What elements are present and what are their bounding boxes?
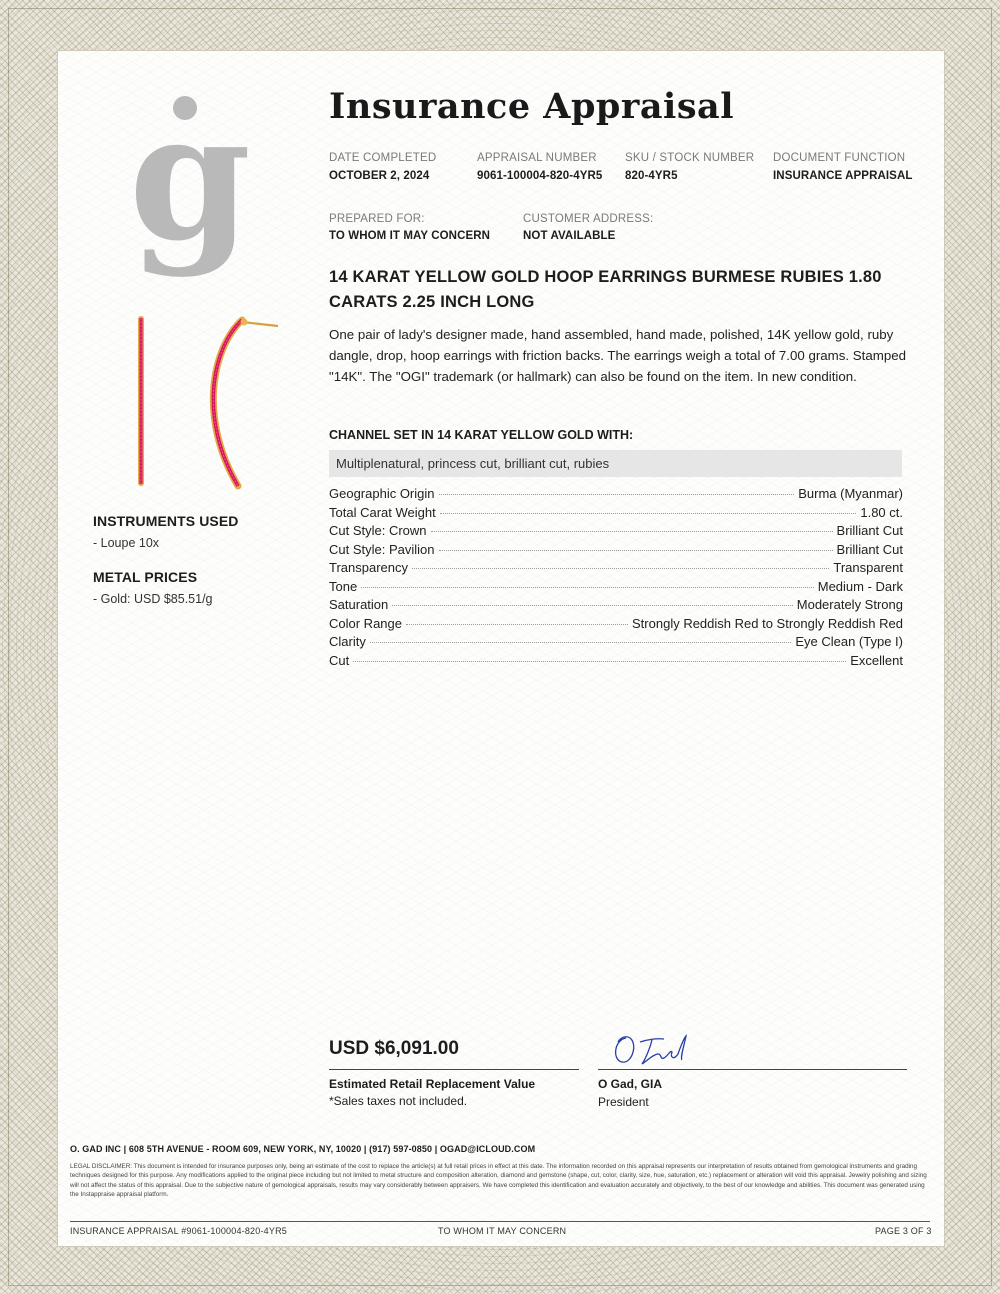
metal-prices-heading: METAL PRICES xyxy=(93,569,198,585)
spec-label: Cut Style: Crown xyxy=(329,523,427,538)
spec-label: Cut xyxy=(329,652,350,668)
signature-image xyxy=(608,1030,698,1070)
spec-label: Color Range xyxy=(329,615,402,631)
dot-leader xyxy=(439,494,795,495)
spec-label: Saturation xyxy=(329,597,389,612)
value-rule xyxy=(329,1069,579,1070)
value-caption: Estimated Retail Replacement Value xyxy=(329,1077,536,1091)
dot-leader xyxy=(431,531,833,532)
setting-heading: CHANNEL SET IN 14 KARAT YELLOW GOLD WITH: xyxy=(329,428,634,442)
earrings-photo xyxy=(120,308,290,488)
customer-address-label: CUSTOMER ADDRESS: xyxy=(523,213,654,225)
dot-leader xyxy=(370,642,792,643)
company-address: O. GAD INC | 608 5TH AVENUE - ROOM 609, NEW YORK, NY, 10020 | (917) 597-0850 | OGAD@ICLOUD.COM xyxy=(70,1144,536,1154)
spec-label: Total Carat Weight xyxy=(329,504,436,520)
prepared-for-value: TO WHOM IT MAY CONCERN xyxy=(329,230,491,242)
gemstone-specs-list xyxy=(329,486,903,671)
spec-row xyxy=(329,579,903,598)
signer-name: O Gad, GIA xyxy=(598,1077,663,1091)
footer-appraisal-ref: INSURANCE APPRAISAL #9061-100004-820-4YR5 xyxy=(70,1226,287,1236)
spec-value: Eye Clean (Type I) xyxy=(795,634,903,649)
legal-disclaimer: LEGAL DISCLAIMER: This document is intended for insurance purposes only, being an estimate of the cost to replace the article(s) at full retail prices in effect at this date. The information recorded on this appraisal represents our interpretation of results obtained from gemological instruments and grading techniques designed for this purpose. Any modifications applied to the original piece including but not limited to metal structure and composition alteration, diamond and gemstone (shape, cut, color, clarity, size, hue, saturation, etc.) replacement or alteration will void this appraisal. Jewelry polishing and sizing will not affect the status of this appraisal. Due to the subjective nature of gemological appraisals, results may vary considerably between appraisers. We have completed this identification and evaluation accurately and objectively, to the best of our knowledge and abilities. This document was generated using the Instappraise appraisal platform. xyxy=(70,1163,927,1199)
page-number: PAGE 3 OF 3 xyxy=(875,1226,932,1236)
spec-label: Cut Style: Pavilion xyxy=(329,541,435,557)
spec-value: Excellent xyxy=(850,652,903,668)
spec-row xyxy=(329,653,903,672)
brand-logo-icon xyxy=(128,75,252,280)
sku-label: SKU / STOCK NUMBER xyxy=(625,152,755,164)
spec-row xyxy=(329,616,903,635)
spec-value: Brilliant Cut xyxy=(836,541,903,557)
appraised-value: USD $6,091.00 xyxy=(329,1038,459,1059)
sku-value: 820-4YR5 xyxy=(625,170,678,182)
signer-title: President xyxy=(598,1095,649,1109)
spec-value: Strongly Reddish Red to Strongly Reddish Red xyxy=(632,615,903,631)
spec-value: Medium - Dark xyxy=(817,578,903,594)
metal-price-item: - Gold: USD $85.51/g xyxy=(93,592,213,606)
page-title: Insurance Appraisal xyxy=(329,86,734,127)
instruments-heading: INSTRUMENTS USED xyxy=(93,513,239,529)
stone-summary: Multiplenatural, princess cut, brilliant cut, rubies xyxy=(336,456,610,471)
dot-leader xyxy=(412,568,829,569)
spec-row xyxy=(329,560,903,579)
appraisal-number-label: APPRAISAL NUMBER xyxy=(477,152,597,164)
spec-label: Geographic Origin xyxy=(329,486,435,501)
spec-row xyxy=(329,505,903,524)
footer-rule xyxy=(70,1221,930,1222)
item-heading: 14 KARAT YELLOW GOLD HOOP EARRINGS BURMESE RUBIES 1.80 CARATS 2.25 INCH LONG xyxy=(329,268,882,311)
spec-label: Transparency xyxy=(329,560,408,575)
tax-note: *Sales taxes not included. xyxy=(329,1094,468,1108)
customer-address-value: NOT AVAILABLE xyxy=(523,230,616,242)
spec-value: Brilliant Cut xyxy=(836,523,903,538)
dot-leader xyxy=(406,624,628,625)
spec-value: 1.80 ct. xyxy=(860,504,903,520)
date-completed-label: DATE COMPLETED xyxy=(329,152,437,164)
spec-row xyxy=(329,634,903,653)
instrument-item: - Loupe 10x xyxy=(93,536,160,550)
document-function-value: INSURANCE APPRAISAL xyxy=(773,170,913,182)
prepared-for-label: PREPARED FOR: xyxy=(329,213,425,225)
dot-leader xyxy=(440,513,857,514)
dot-leader xyxy=(439,550,833,551)
dot-leader xyxy=(353,661,846,662)
spec-row xyxy=(329,486,903,505)
spec-row xyxy=(329,542,903,561)
appraisal-number-value: 9061-100004-820-4YR5 xyxy=(477,170,603,182)
footer-recipient: TO WHOM IT MAY CONCERN xyxy=(438,1226,567,1236)
spec-label: Tone xyxy=(329,578,358,594)
svg-text:g: g xyxy=(128,75,252,280)
spec-row xyxy=(329,597,903,616)
item-description: One pair of lady's designer made, hand assembled, hand made, polished, 14K yellow gold, ruby dangle, drop, hoop earrings with friction backs. The earrings weigh a total of 7.00 grams. Stamped "14K". The "OGI" trademark (or hallmark) can also be found on the item. In new condition. xyxy=(329,327,907,384)
spec-row xyxy=(329,523,903,542)
signature-rule xyxy=(598,1069,907,1070)
spec-value: Burma (Myanmar) xyxy=(798,486,903,501)
spec-value: Transparent xyxy=(833,560,903,575)
spec-value: Moderately Strong xyxy=(796,597,903,612)
document-function-label: DOCUMENT FUNCTION xyxy=(773,152,906,164)
dot-leader xyxy=(361,587,814,588)
dot-leader xyxy=(392,605,793,606)
stone-summary-bar xyxy=(329,450,902,477)
date-completed-value: OCTOBER 2, 2024 xyxy=(329,170,430,182)
spec-label: Clarity xyxy=(329,634,366,649)
